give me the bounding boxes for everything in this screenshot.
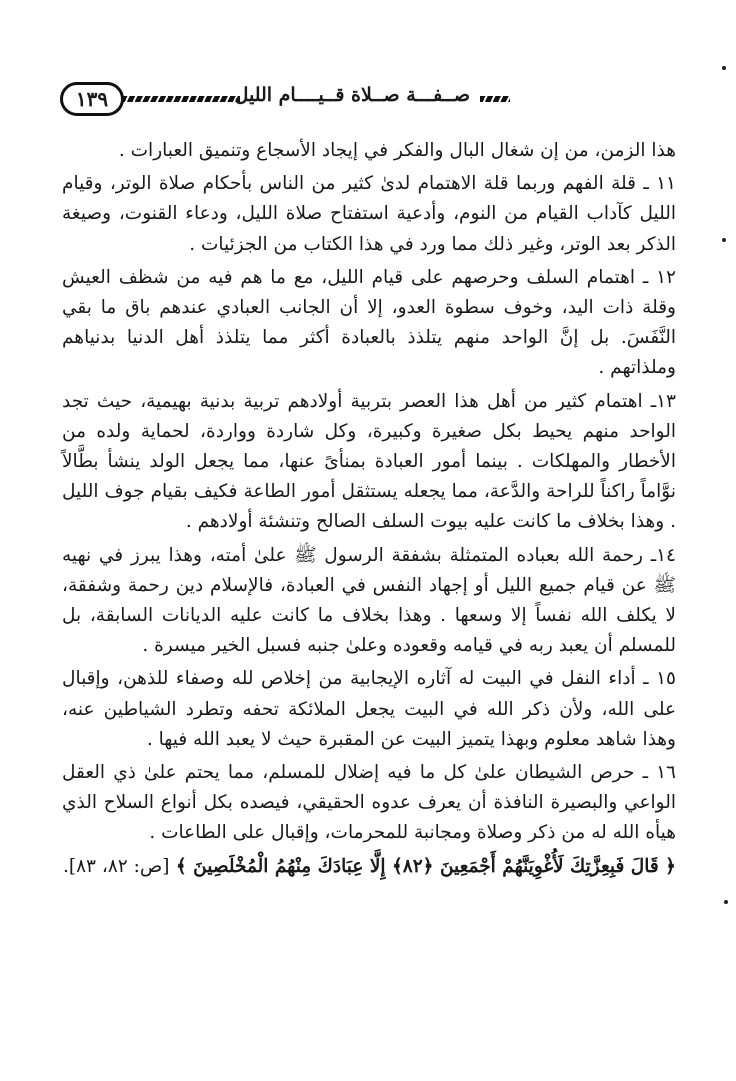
scan-speck (722, 238, 726, 242)
quran-verse (62, 852, 676, 882)
paragraph-16: ١٦ ـ حرص الشيطان علىٰ كل ما فيه إضلال للمسلم، مما يحتم علىٰ ذي العقل الواعي والبصيرة النافذة أن يعرف عدوه الحقيقي، فيصده بكل أنواع السلاح الذي هيأه الله له من ذكر وصلاة ومجانبة للمحرمات، وإقبال على الطاعات . (62, 762, 676, 844)
paragraph-11: ١١ ـ قلة الفهم وربما قلة الاهتمام لدىٰ كثير من الناس بأحكام صلاة الوتر، وقيام الليل كآداب القيام من النوم، وأدعية استفتاح صلاة الليل، ودعاء القنوت، وصيغة الذكر بعد الوتر، وغير ذلك مما ورد في هذا الكتاب من الجزئيات . (62, 173, 676, 255)
header-ornament-rule (122, 96, 240, 102)
running-title: صــفـــة صــلاة قــيــــام الليل (234, 84, 470, 106)
page-number-badge (60, 82, 124, 116)
paragraph-13: ١٣ـ اهتمام كثير من أهل هذا العصر بتربية أولادهم تربية بدنية بهيمية، حيث تجد الواحد منهم يحيط بكل صغيرة وكبيرة، وكل شاردة وواردة، لحماية ولده من الأخطار والمهلكات . بينما أمور العبادة بمنأىً عنها، مما يجعل الولد ينشأ بطَّالاً نوَّاماً راكناً للراحة والدَّعة، مما يجعله يستثقل أمور الطاعة فكيف بقيام جوف الليل . وهذا بخلاف ما كانت عليه بيوت السلف الصالح وتنشئة أولادهم . (62, 390, 676, 533)
header-ornament-rule-end (480, 96, 510, 102)
paragraph-12: ١٢ ـ اهتمام السلف وحرصهم على قيام الليل، مع ما هم فيه من شظف العيش وقلة ذات اليد، وخوف سطوة العدو، إلا أن الجانب العبادي عندهم باق ما بقي النَّفَسَ. بل إنَّ الواحد منهم يتلذذ بالعبادة أكثر مما يتلذذ أهل الدنيا بدنياهم وملذاتهم . (62, 266, 676, 379)
paragraph-14: ١٤ـ رحمة الله بعباده المتمثلة بشفقة الرسول ﷺ علىٰ أمته، وهذا يبرز في نهيه ﷺ عن قيام جميع الليل أو إجهاد النفس في العبادة، فالإسلام دين رحمة وشفقة، لا يكلف الله نفساً إلا وسعها . وهذا بخلاف ما كانت عليه الديانات السابقة، بل للمسلم أن يعبد ربه في قيامه وقعوده وعلىٰ جنبه فسبل الخير ميسرة . (62, 544, 676, 657)
page-header (60, 82, 660, 118)
scan-speck (722, 66, 726, 70)
page-number: ١٣٩ (75, 87, 109, 111)
paragraph-continuation: هذا الزمن، من إن شغال البال والفكر في إيجاد الأسجاع وتنميق العبارات . (118, 140, 676, 161)
page-body (62, 136, 676, 882)
scan-speck (724, 900, 728, 904)
verse-reference: [ص: ٨٢، ٨٣]. (63, 855, 170, 877)
paragraph-15: ١٥ ـ أداء النفل في البيت له آثاره الإيجابية من إخلاص لله وصفاء للذهن، وإقبال على الله، ولأن ذكر الله في البيت يجعل الملائكة تحفه وتطرد الشياطين عنه، وهذا شاهد معلوم وبهذا يتميز البيت عن المقبرة حيث لا يعبد الله فيها . (62, 668, 676, 750)
verse-text: ﴿ قَالَ فَبِعِزَّتِكَ لَأُغْوِيَنَّهُمْ أَجْمَعِينَ ﴿٨٢﴾ إِلَّا عِبَادَكَ مِنْهُمُ الْمُخْلَصِينَ ﴾ (175, 855, 676, 877)
